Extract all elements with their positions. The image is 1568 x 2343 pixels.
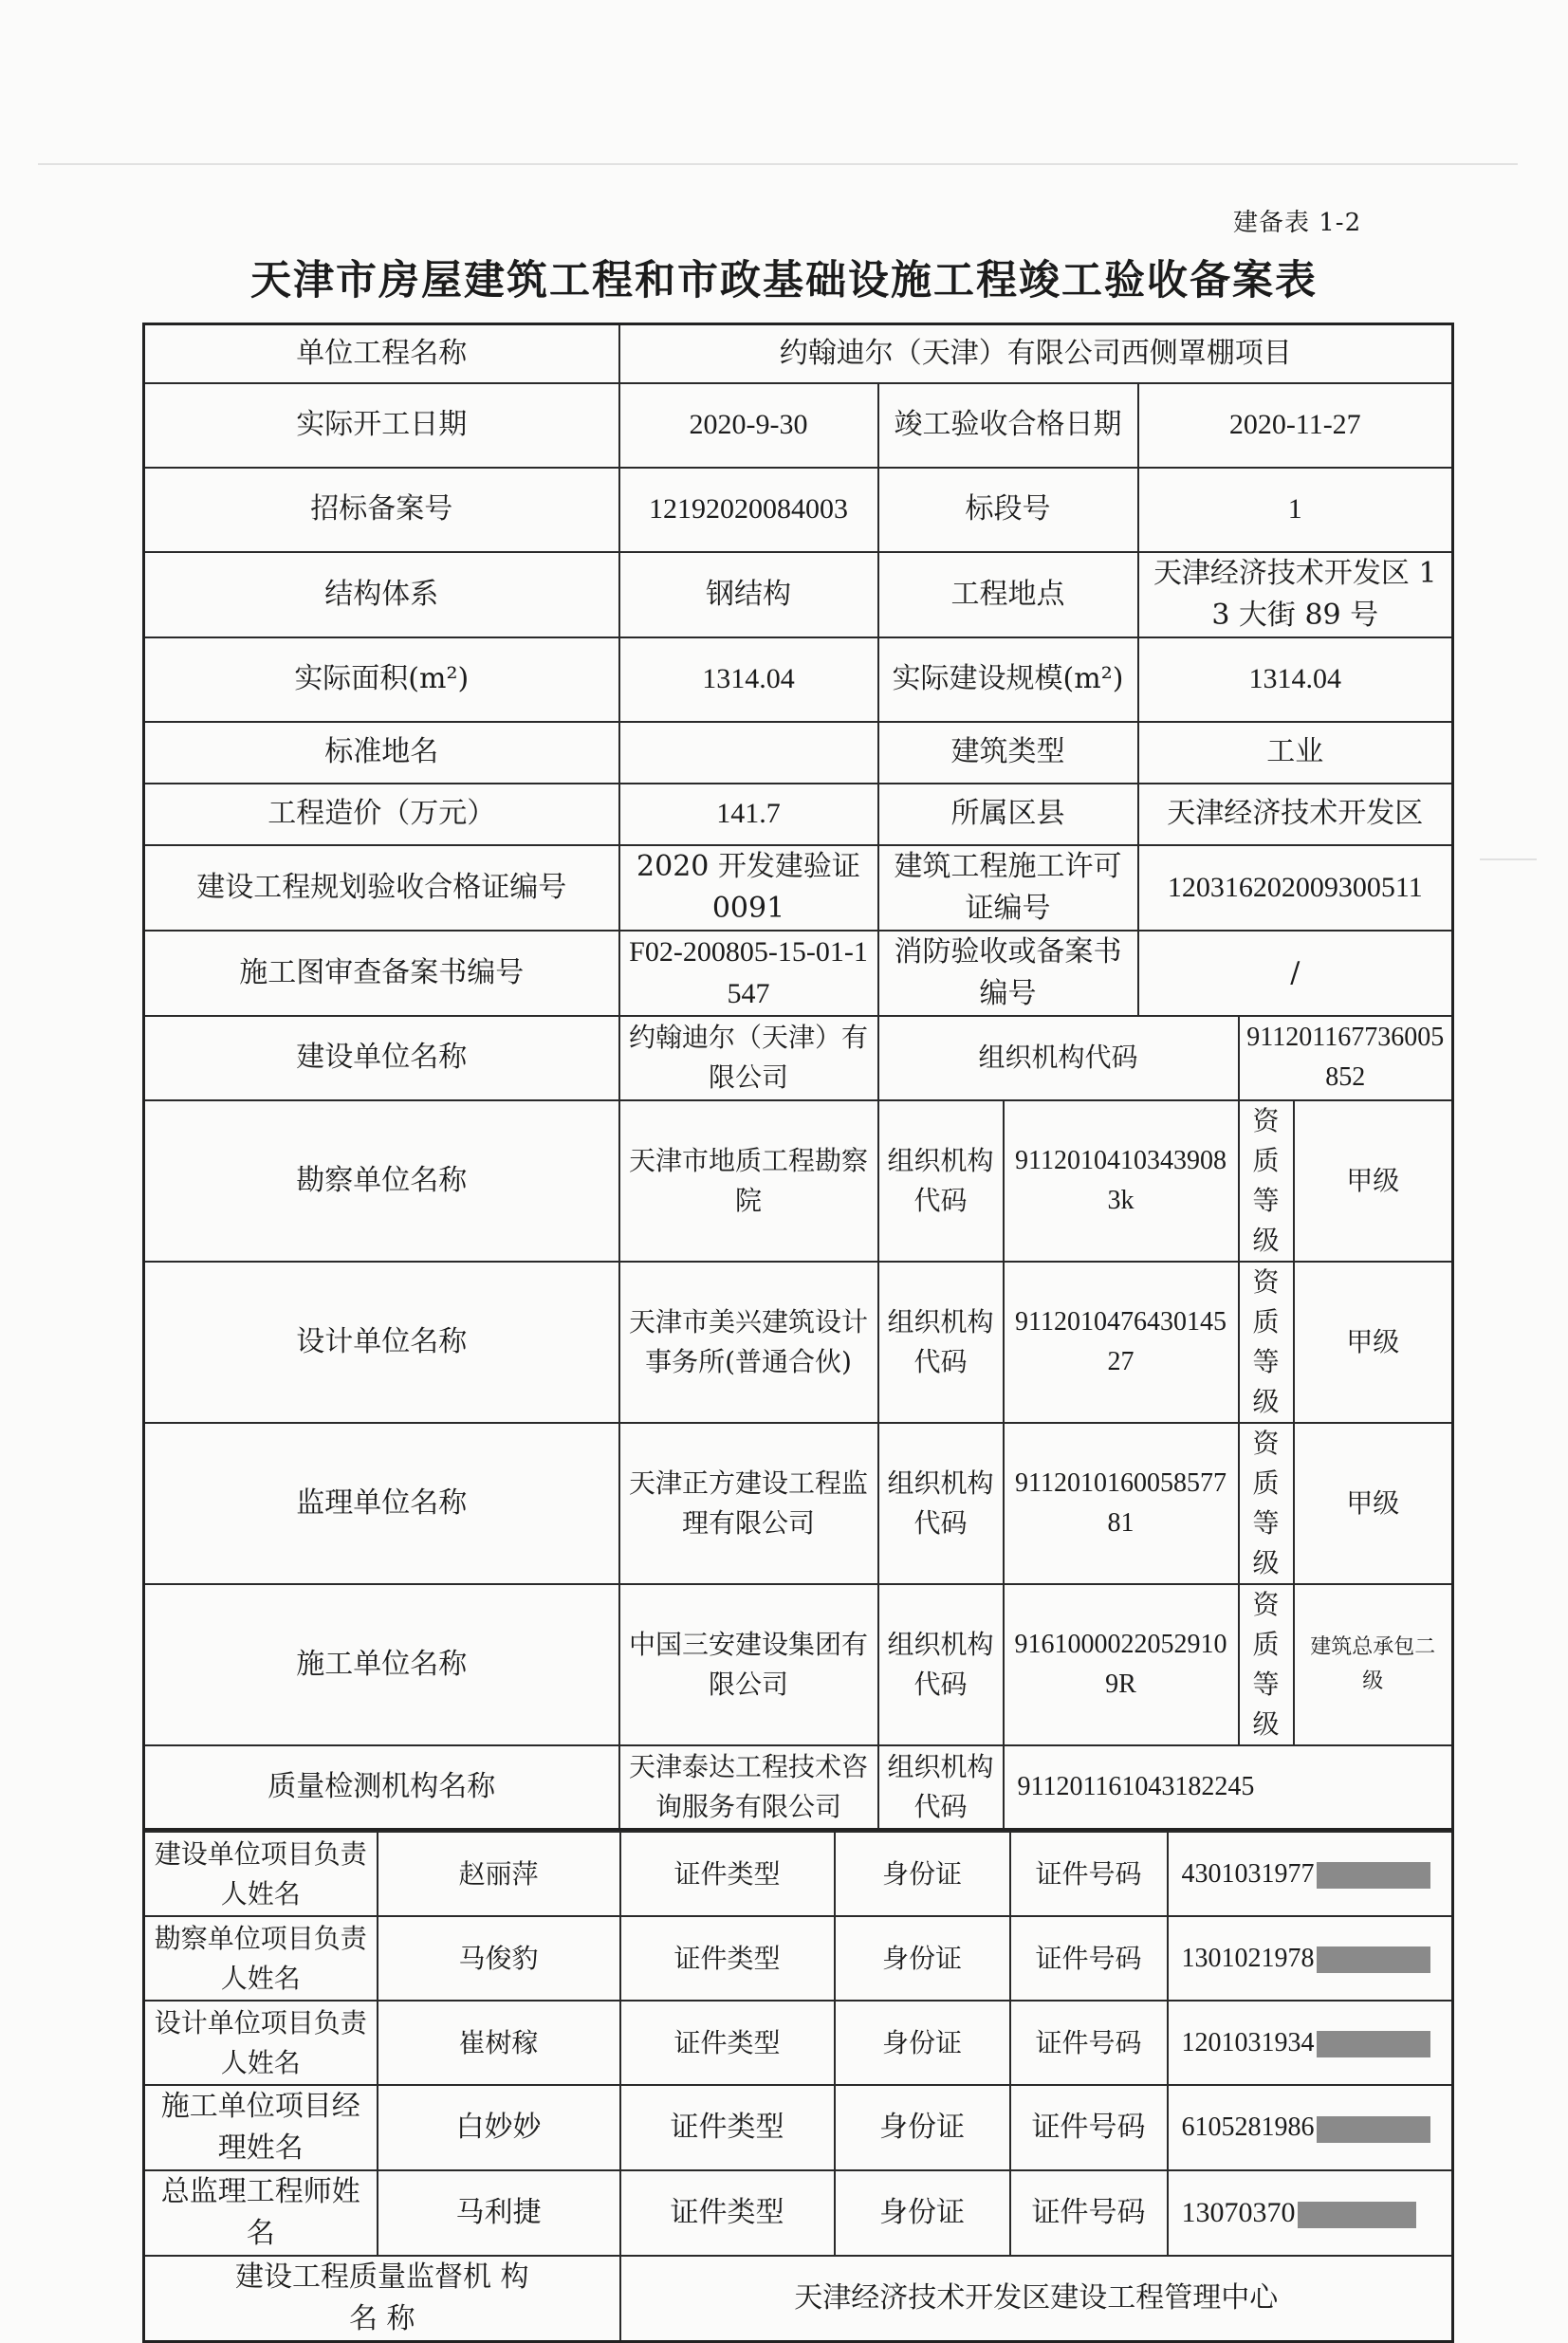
- row-std-place: [144, 722, 1453, 784]
- id-type-value: 身份证: [835, 1916, 1010, 2001]
- row-supervision-unit: [144, 1423, 1453, 1584]
- value-area: 1314.04: [619, 637, 878, 722]
- label-construction-grade: 资质等级: [1239, 1584, 1294, 1745]
- person-name: 马俊豹: [378, 1916, 620, 2001]
- label-std-place: 标准地名: [144, 722, 619, 784]
- label-drawing-review: 施工图审查备案书编号: [144, 931, 619, 1016]
- document-title: 天津市房屋建筑工程和市政基础设施工程竣工验收备案表: [250, 257, 1318, 304]
- id-number-label: 证件号码: [1010, 2001, 1168, 2085]
- id-number-label: 证件号码: [1010, 2170, 1168, 2256]
- row-design-unit: [144, 1262, 1453, 1423]
- value-survey-grade: 甲级: [1294, 1100, 1453, 1262]
- value-building-type: 工业: [1138, 722, 1453, 784]
- person-row: [144, 1916, 1453, 2001]
- redaction-block: [1317, 1862, 1430, 1889]
- id-number-cell: [1168, 2170, 1453, 2256]
- row-cost: [144, 784, 1453, 845]
- value-design-grade: 甲级: [1294, 1262, 1453, 1423]
- person-role: 设计单位项目负责人姓名: [144, 2001, 378, 2085]
- id-number-value: 13070370: [1181, 2197, 1296, 2228]
- redaction-block: [1317, 1946, 1430, 1973]
- id-number-value: 1301021978: [1181, 1943, 1315, 1973]
- label-district: 所属区县: [878, 784, 1138, 845]
- redaction-block: [1317, 2031, 1430, 2057]
- redaction-block: [1298, 2202, 1416, 2228]
- label-structure: 结构体系: [144, 552, 619, 637]
- value-survey-code: 91120104103439083k: [1004, 1100, 1239, 1262]
- value-fire: /: [1138, 931, 1453, 1016]
- scan-artifact-line: [38, 163, 1518, 165]
- label-supervision-code: 组织机构代码: [878, 1423, 1004, 1584]
- person-role: 施工单位项目经理姓名: [144, 2085, 378, 2170]
- id-type-value: 身份证: [835, 1832, 1010, 1916]
- person-name: 白妙妙: [378, 2085, 620, 2170]
- row-survey-unit: [144, 1100, 1453, 1262]
- value-supervision-agency: 天津经济技术开发区建设工程管理中心: [620, 2256, 1453, 2342]
- label-permit: 建筑工程施工许可证编号: [878, 845, 1138, 931]
- id-number-value: 1201031934: [1181, 2027, 1315, 2057]
- value-construction-grade: 建筑总承包二级: [1294, 1584, 1453, 1745]
- label-supervision-grade: 资质等级: [1239, 1423, 1294, 1584]
- label-acceptance-date: 竣工验收合格日期: [878, 383, 1138, 468]
- value-site: 天津经济技术开发区 13 大街 89 号: [1138, 552, 1453, 637]
- id-type-label: 证件类型: [620, 2085, 835, 2170]
- value-structure: 钢结构: [619, 552, 878, 637]
- label-survey-code: 组织机构代码: [878, 1100, 1004, 1262]
- label-design-unit: 设计单位名称: [144, 1262, 619, 1423]
- id-number-label: 证件号码: [1010, 2085, 1168, 2170]
- row-structure: [144, 552, 1453, 637]
- value-actual-start: 2020-9-30: [619, 383, 878, 468]
- person-role: 总监理工程师姓名: [144, 2170, 378, 2256]
- person-row: [144, 1832, 1453, 1916]
- value-scale: 1314.04: [1138, 637, 1453, 722]
- row-tender: [144, 468, 1453, 552]
- value-acceptance-date: 2020-11-27: [1138, 383, 1453, 468]
- id-number-value: 6105281986: [1181, 2112, 1315, 2142]
- id-type-label: 证件类型: [620, 2001, 835, 2085]
- label-construction-code: 组织机构代码: [878, 1584, 1004, 1745]
- form-number: 建备表 1-2: [1233, 209, 1362, 237]
- redaction-block: [1317, 2116, 1430, 2143]
- value-cost: 141.7: [619, 784, 878, 845]
- id-number-label: 证件号码: [1010, 1832, 1168, 1916]
- value-developer: 约翰迪尔（天津）有限公司: [619, 1016, 878, 1100]
- scan-artifact-mark: [1480, 858, 1537, 860]
- label-testing-code: 组织机构代码: [878, 1745, 1004, 1830]
- label-actual-start: 实际开工日期: [144, 383, 619, 468]
- person-row: [144, 2085, 1453, 2170]
- id-number-cell: [1168, 1916, 1453, 2001]
- label-design-code: 组织机构代码: [878, 1262, 1004, 1423]
- id-type-value: 身份证: [835, 2085, 1010, 2170]
- person-role: 建设单位项目负责人姓名: [144, 1832, 378, 1916]
- person-row: [144, 2001, 1453, 2085]
- label-planning-cert: 建设工程规划验收合格证编号: [144, 845, 619, 931]
- person-name: 崔树稼: [378, 2001, 620, 2085]
- value-permit: 120316202009300511: [1138, 845, 1453, 931]
- row-supervision-agency: [144, 2256, 1453, 2342]
- id-type-value: 身份证: [835, 2170, 1010, 2256]
- value-district: 天津经济技术开发区: [1138, 784, 1453, 845]
- row-area: [144, 637, 1453, 722]
- row-construction-unit: [144, 1584, 1453, 1745]
- value-design-code: 911201047643014527: [1004, 1262, 1239, 1423]
- value-supervision-code: 911201016005857781: [1004, 1423, 1239, 1584]
- value-tender-no: 12192020084003: [619, 468, 878, 552]
- value-construction-unit: 中国三安建设集团有限公司: [619, 1584, 878, 1745]
- label-unit-project-name: 单位工程名称: [144, 324, 619, 383]
- label-site: 工程地点: [878, 552, 1138, 637]
- value-drawing-review: F02-200805-15-01-1547: [619, 931, 878, 1016]
- row-drawing-review: [144, 931, 1453, 1016]
- id-type-value: 身份证: [835, 2001, 1010, 2085]
- value-testing-agency: 天津泰达工程技术咨询服务有限公司: [619, 1745, 878, 1830]
- label-cost: 工程造价（万元）: [144, 784, 619, 845]
- label-survey-grade: 资质等级: [1239, 1100, 1294, 1262]
- id-number-value: 4301031977: [1181, 1858, 1315, 1889]
- value-survey-unit: 天津市地质工程勘察院: [619, 1100, 878, 1262]
- value-design-unit: 天津市美兴建筑设计事务所(普通合伙): [619, 1262, 878, 1423]
- label-supervision-agency: 建设工程质量监督机 构 名 称: [144, 2256, 620, 2342]
- person-name: 马利捷: [378, 2170, 620, 2256]
- label-developer: 建设单位名称: [144, 1016, 619, 1100]
- label-construction-unit: 施工单位名称: [144, 1584, 619, 1745]
- label-scale: 实际建设规模(m²): [878, 637, 1138, 722]
- value-supervision-unit: 天津正方建设工程监理有限公司: [619, 1423, 878, 1584]
- id-number-label: 证件号码: [1010, 1916, 1168, 2001]
- label-developer-code: 组织机构代码: [878, 1016, 1239, 1100]
- id-number-cell: [1168, 1832, 1453, 1916]
- label-testing-agency: 质量检测机构名称: [144, 1745, 619, 1830]
- person-role: 勘察单位项目负责人姓名: [144, 1916, 378, 2001]
- id-type-label: 证件类型: [620, 1916, 835, 2001]
- value-section-no: 1: [1138, 468, 1453, 552]
- label-tender-no: 招标备案号: [144, 468, 619, 552]
- row-dates: [144, 383, 1453, 468]
- label-fire: 消防验收或备案书编号: [878, 931, 1138, 1016]
- row-unit-project-name: [144, 324, 1453, 383]
- value-testing-code: 911201161043182245: [1004, 1745, 1453, 1830]
- value-unit-project-name: 约翰迪尔（天津）有限公司西侧罩棚项目: [619, 324, 1453, 383]
- id-type-label: 证件类型: [620, 2170, 835, 2256]
- value-construction-code: 91610000220529109R: [1004, 1584, 1239, 1745]
- person-name: 赵丽萍: [378, 1832, 620, 1916]
- value-std-place: [619, 722, 878, 784]
- value-developer-code: 911201167736005852: [1239, 1016, 1453, 1100]
- row-developer: [144, 1016, 1453, 1100]
- value-supervision-grade: 甲级: [1294, 1423, 1453, 1584]
- label-design-grade: 资质等级: [1239, 1262, 1294, 1423]
- label-section-no: 标段号: [878, 468, 1138, 552]
- label-area: 实际面积(m²): [144, 637, 619, 722]
- id-type-label: 证件类型: [620, 1832, 835, 1916]
- id-number-cell: [1168, 2085, 1453, 2170]
- label-survey-unit: 勘察单位名称: [144, 1100, 619, 1262]
- label-building-type: 建筑类型: [878, 722, 1138, 784]
- project-info-table: [142, 323, 1454, 1831]
- persons-table: [142, 1831, 1454, 2343]
- label-supervision-unit: 监理单位名称: [144, 1423, 619, 1584]
- value-planning-cert: 2020 开发建验证 0091: [619, 845, 878, 931]
- id-number-cell: [1168, 2001, 1453, 2085]
- person-row: [144, 2170, 1453, 2256]
- row-planning-cert: [144, 845, 1453, 931]
- record-form: [142, 323, 1451, 2343]
- row-testing-agency: [144, 1745, 1453, 1830]
